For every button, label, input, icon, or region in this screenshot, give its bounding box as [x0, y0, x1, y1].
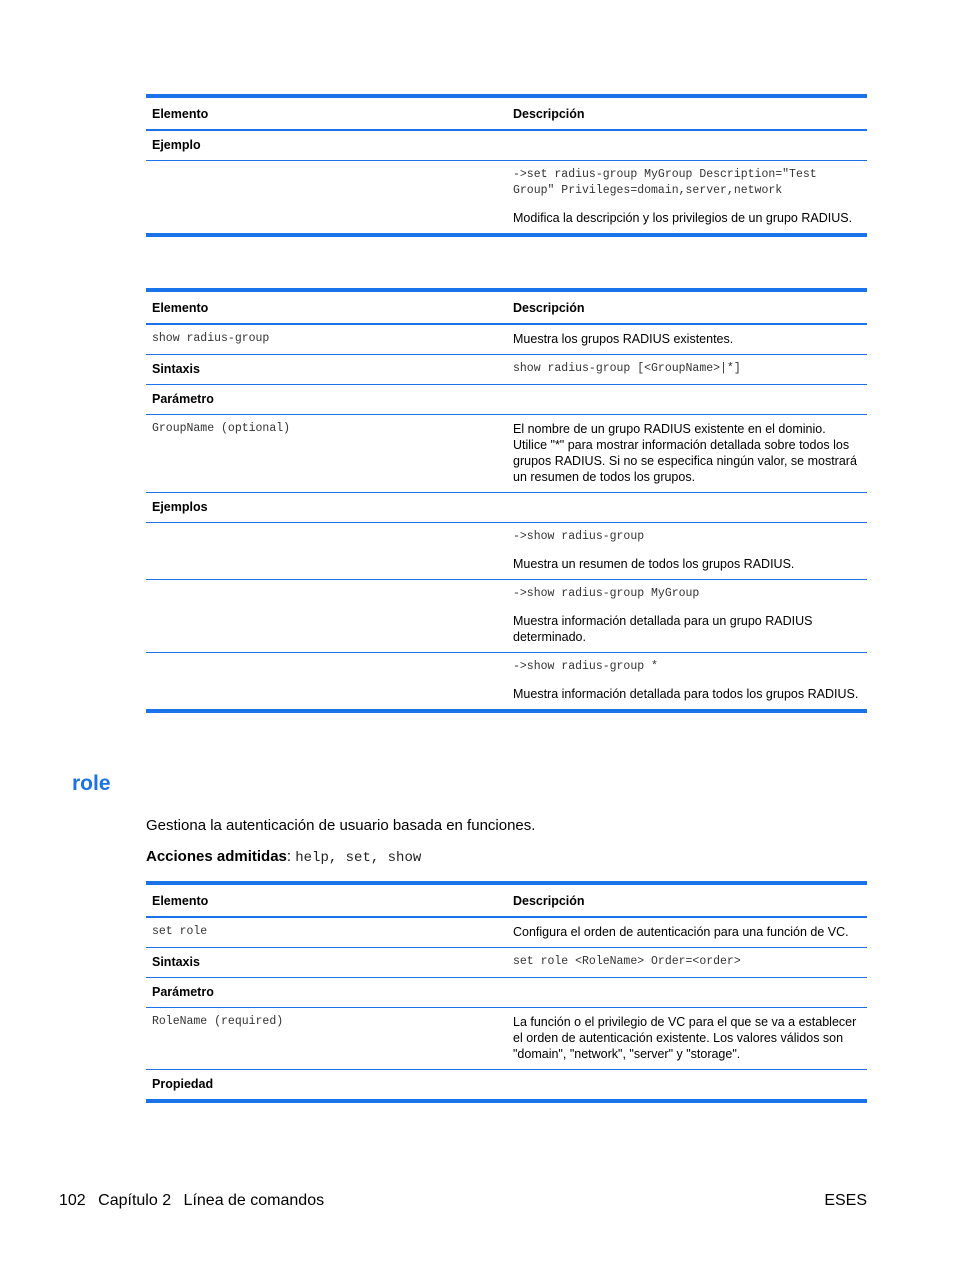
- example-cell: [507, 523, 867, 580]
- example-code: ->show radius-group MyGroup: [513, 587, 700, 600]
- actions-label: Acciones admitidas: [146, 848, 287, 865]
- example-code: ->set radius-group MyGroup Description="Test Group" Privileges=domain,server,network: [513, 168, 817, 197]
- parameter-label: Parámetro: [146, 385, 507, 415]
- table-row: [146, 580, 867, 653]
- empty-cell: [146, 653, 507, 712]
- table-row: [146, 948, 867, 978]
- table-row: [146, 493, 867, 523]
- example-code: ->show radius-group: [513, 530, 645, 543]
- example-description: Muestra información detallada para todos los grupos RADIUS.: [513, 687, 859, 701]
- table-row: [146, 917, 867, 948]
- empty-cell: [507, 978, 867, 1008]
- table-row: [146, 324, 867, 355]
- table-row: [146, 1008, 867, 1070]
- column-header-descripcion: Descripción: [507, 883, 867, 917]
- table-header-row: [146, 96, 867, 130]
- empty-cell: [507, 493, 867, 523]
- parameter-label: Parámetro: [146, 978, 507, 1008]
- table-row: [146, 653, 867, 712]
- command-table-set-role: [146, 881, 867, 1103]
- column-header-descripcion: Descripción: [507, 96, 867, 130]
- table-row: [146, 161, 867, 236]
- table-row: [146, 1070, 867, 1102]
- example-cell: [507, 653, 867, 712]
- example-code: ->show radius-group *: [513, 660, 658, 673]
- column-header-descripcion: Descripción: [507, 290, 867, 324]
- empty-cell: [507, 1070, 867, 1102]
- column-header-elemento: Elemento: [146, 96, 507, 130]
- actions-separator: :: [286, 848, 296, 865]
- table-row: [146, 385, 867, 415]
- syntax-value: show radius-group [<GroupName>|*]: [507, 355, 867, 385]
- command-description: Muestra los grupos RADIUS existentes.: [513, 332, 734, 346]
- property-label: Propiedad: [146, 1070, 507, 1102]
- table-header-row: [146, 883, 867, 917]
- section-intro: Gestiona la autenticación de usuario basada en funciones.: [146, 817, 536, 834]
- column-header-elemento: Elemento: [146, 883, 507, 917]
- example-description: Modifica la descripción y los privilegios de un grupo RADIUS.: [513, 211, 853, 225]
- syntax-label: Sintaxis: [146, 948, 507, 978]
- page-footer: [59, 1192, 332, 1210]
- table-row: [146, 130, 867, 161]
- section-title: role: [72, 772, 111, 795]
- example-description: Muestra información detallada para un grupo RADIUS determinado.: [513, 614, 813, 644]
- parameter-name: GroupName (optional): [146, 415, 507, 493]
- table-header-row: [146, 290, 867, 324]
- empty-cell: [507, 130, 867, 161]
- chapter-title: Línea de comandos: [183, 1192, 325, 1209]
- parameter-description: El nombre de un grupo RADIUS existente en el dominio. Utilice "*" para mostrar información detallada sobre todos los grupos RADIUS. Si no se especifica ningún valor, se mostrará un resumen de todos los grupos.: [507, 415, 867, 493]
- column-header-elemento: Elemento: [146, 290, 507, 324]
- parameter-description: La función o el privilegio de VC para el que se va a establecer el orden de autenticación existente. Los valores válidos son "domain", "network", "server" y "storage".: [507, 1008, 867, 1070]
- chapter-label: Capítulo 2: [98, 1192, 172, 1209]
- empty-cell: [146, 580, 507, 653]
- syntax-value: set role <RoleName> Order=<order>: [507, 948, 867, 978]
- table-row: [146, 355, 867, 385]
- empty-cell: [146, 161, 507, 236]
- parameter-name: RoleName (required): [146, 1008, 507, 1070]
- footer-locale: ESES: [824, 1192, 867, 1209]
- command-name: show radius-group: [152, 332, 270, 345]
- example-description: Muestra un resumen de todos los grupos RADIUS.: [513, 557, 795, 571]
- example-table-set-radius-group: [146, 94, 867, 237]
- command-table-show-radius-group: [146, 288, 867, 713]
- table-row: [146, 978, 867, 1008]
- table-row: [146, 523, 867, 580]
- empty-cell: [507, 385, 867, 415]
- command-description: Configura el orden de autenticación para una función de VC.: [513, 925, 849, 939]
- syntax-label: Sintaxis: [146, 355, 507, 385]
- supported-actions: [146, 848, 421, 866]
- example-cell: [507, 161, 867, 236]
- section-label-ejemplo: Ejemplo: [152, 138, 201, 152]
- actions-value: help, set, show: [295, 850, 422, 866]
- example-cell: [507, 580, 867, 653]
- page-number: 102: [59, 1192, 86, 1209]
- command-name: set role: [152, 925, 208, 938]
- empty-cell: [146, 523, 507, 580]
- examples-label: Ejemplos: [146, 493, 507, 523]
- table-row: [146, 415, 867, 493]
